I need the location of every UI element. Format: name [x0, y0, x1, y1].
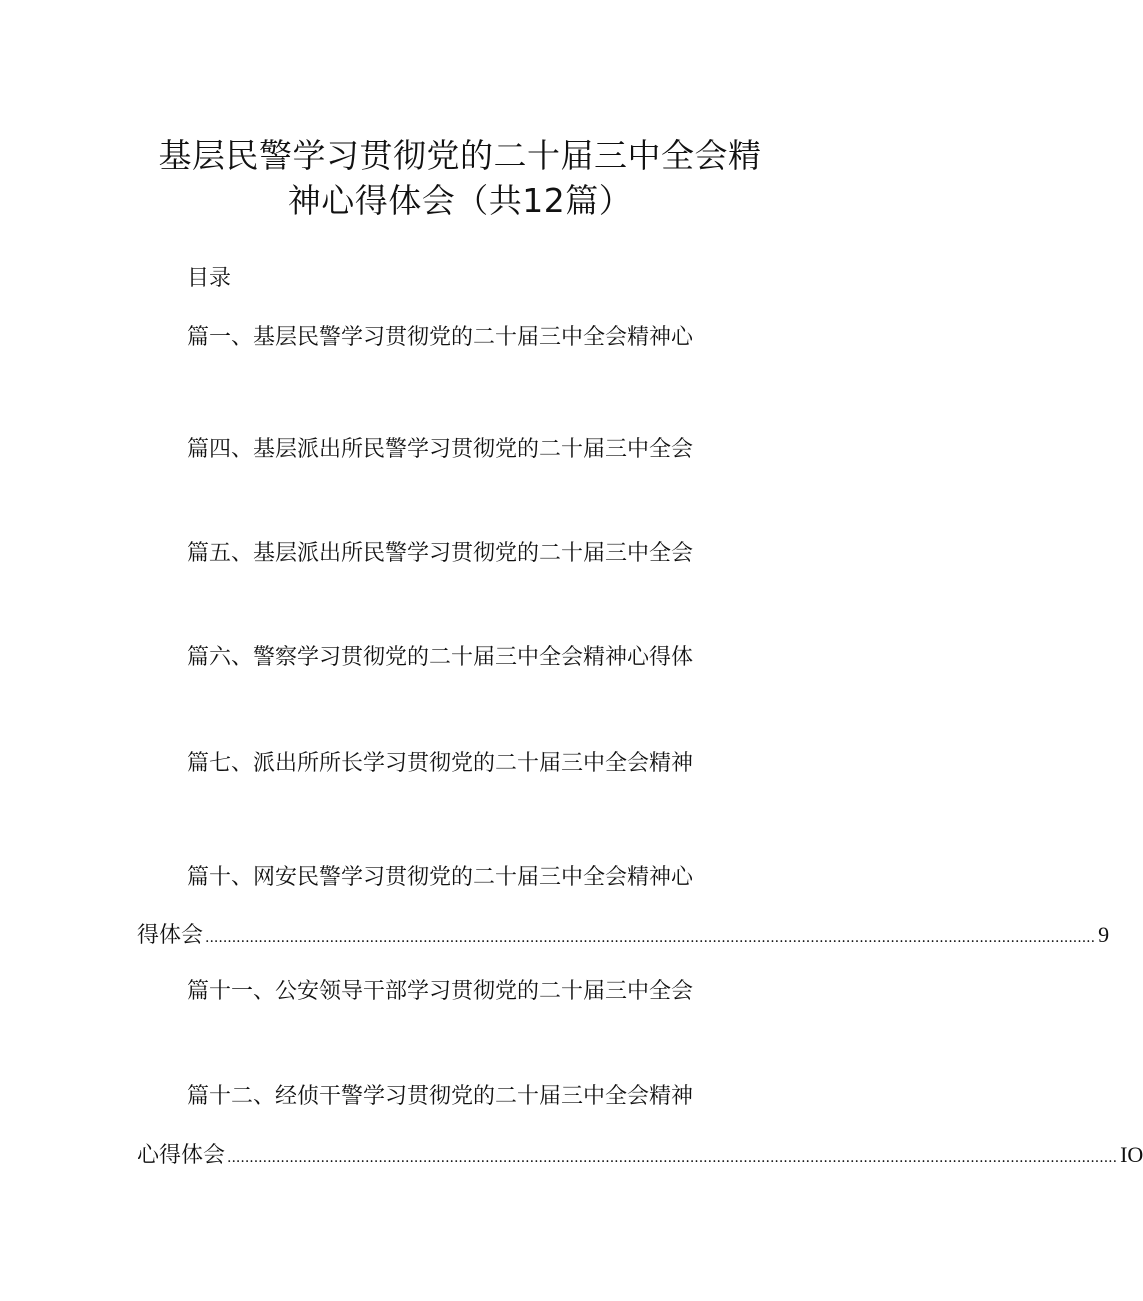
toc-entry-10-continuation-text: 得体会 [137, 923, 204, 948]
toc-entry-12[interactable]: 篇十二、经侦干警学习贯彻党的二十届三中全会精神 [187, 1084, 694, 1109]
document-title-line-1: 基层民警学习贯彻党的二十届三中全会精 [158, 136, 762, 175]
toc-entry-12-continuation[interactable] [137, 1138, 1143, 1175]
toc-entry-10-continuation[interactable] [137, 918, 1110, 955]
toc-entry-4[interactable]: 篇四、基层派出所民警学习贯彻党的二十届三中全会 [187, 437, 694, 462]
toc-entry-12-page-number: IO [1120, 1142, 1143, 1167]
dot-leader: ........................................................................................................................................................................................................ [205, 930, 1096, 946]
toc-entry-12-continuation-text: 心得体会 [137, 1143, 226, 1168]
toc-entry-1[interactable]: 篇一、基层民警学习贯彻党的二十届三中全会精神心 [187, 325, 694, 350]
toc-heading: 目录 [187, 266, 232, 291]
toc-entry-11[interactable]: 篇十一、公安领导干部学习贯彻党的二十届三中全会 [187, 979, 694, 1004]
dot-leader: ........................................................................................................................................................................................................ [227, 1150, 1118, 1166]
toc-entry-6[interactable]: 篇六、警察学习贯彻党的二十届三中全会精神心得体 [187, 645, 694, 670]
toc-entry-10-page-number: 9 [1098, 922, 1110, 947]
toc-entry-7[interactable]: 篇七、派出所所长学习贯彻党的二十届三中全会精神 [187, 751, 694, 776]
document-title-line-2: 神心得体会（共12篇） [287, 181, 633, 220]
toc-entry-5[interactable]: 篇五、基层派出所民警学习贯彻党的二十届三中全会 [187, 541, 694, 566]
toc-entry-10[interactable]: 篇十、网安民警学习贯彻党的二十届三中全会精神心 [187, 865, 694, 890]
